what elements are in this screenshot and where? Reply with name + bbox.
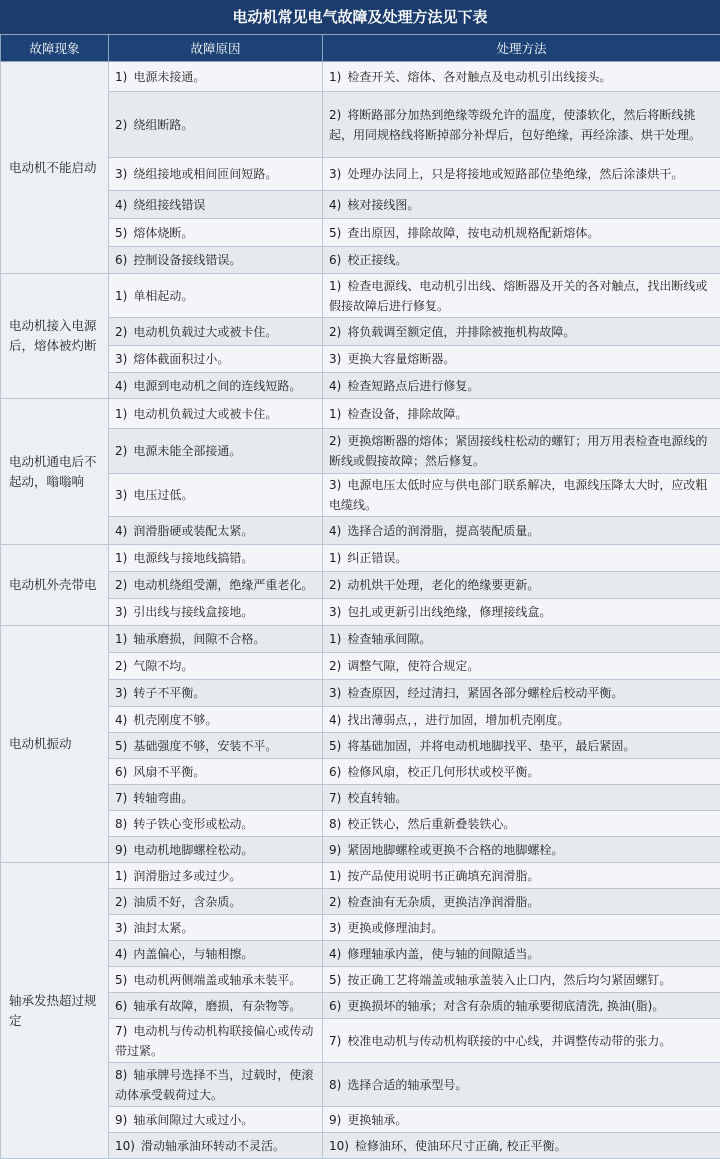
fault-cause xyxy=(109,158,323,191)
fault-cause xyxy=(109,191,323,219)
solution-number: 3) xyxy=(329,352,341,366)
cause-text: 引出线与接线盒接地。 xyxy=(133,605,253,619)
fault-solution xyxy=(323,889,720,915)
solution-number: 5) xyxy=(329,973,341,987)
table-row xyxy=(1,399,720,429)
fault-cause xyxy=(109,707,323,733)
table-row xyxy=(1,863,720,889)
solution-text: 检查轴承间隙。 xyxy=(347,632,431,646)
cause-text: 熔体烧断。 xyxy=(133,226,193,240)
cause-number: 10) xyxy=(115,1139,135,1153)
table-row xyxy=(1,373,720,399)
solution-text: 更换损坏的轴承；对含有杂质的轴承要彻底清洗, 换油(脂)。 xyxy=(347,999,664,1013)
fault-cause xyxy=(109,863,323,889)
cause-number: 4) xyxy=(115,947,127,961)
fault-cause xyxy=(109,626,323,653)
fault-solution xyxy=(323,967,720,993)
fault-solution xyxy=(323,572,720,599)
fault-cause xyxy=(109,429,323,474)
fault-table xyxy=(0,34,720,1159)
fault-symptom: 电动机外壳带电 xyxy=(1,545,109,626)
fault-solution xyxy=(323,1107,720,1133)
table-body xyxy=(1,62,720,1159)
fault-solution xyxy=(323,373,720,399)
cause-number: 2) xyxy=(115,895,127,909)
fault-solution xyxy=(323,247,720,274)
fault-solution xyxy=(323,915,720,941)
fault-cause xyxy=(109,62,323,92)
fault-cause xyxy=(109,219,323,247)
cause-number: 3) xyxy=(115,686,127,700)
table-row xyxy=(1,572,720,599)
table-row xyxy=(1,1133,720,1159)
fault-cause xyxy=(109,941,323,967)
table-row xyxy=(1,707,720,733)
table-row xyxy=(1,247,720,274)
table-row xyxy=(1,1107,720,1133)
solution-text: 按正确工艺将端盖或轴承盖装入止口内，然后均匀紧固螺钉。 xyxy=(347,973,671,987)
solution-number: 4) xyxy=(329,524,341,538)
fault-cause xyxy=(109,915,323,941)
cause-text: 气隙不均。 xyxy=(133,659,193,673)
fault-cause xyxy=(109,1019,323,1063)
solution-text: 检查短路点后进行修复。 xyxy=(347,379,479,393)
cause-text: 电源未接通。 xyxy=(133,70,205,84)
cause-text: 润滑脂过多或过少。 xyxy=(133,869,241,883)
solution-text: 校直转轴。 xyxy=(347,791,407,805)
fault-cause xyxy=(109,572,323,599)
cause-text: 电动机负载过大或被卡住。 xyxy=(133,407,277,421)
table-row xyxy=(1,517,720,545)
fault-symptom: 电动机不能启动 xyxy=(1,62,109,274)
cause-text: 润滑脂硬或装配太紧。 xyxy=(133,524,253,538)
solution-text: 检查电源线、电动机引出线、熔断器及开关的各对触点，找出断线或假接故障后进行修复。 xyxy=(329,279,707,313)
solution-number: 3) xyxy=(329,167,341,181)
table-row xyxy=(1,219,720,247)
solution-number: 4) xyxy=(329,713,341,727)
fault-cause xyxy=(109,545,323,572)
cause-number: 6) xyxy=(115,765,127,779)
cause-number: 2) xyxy=(115,325,127,339)
fault-cause xyxy=(109,1133,323,1159)
fault-cause xyxy=(109,967,323,993)
fault-cause xyxy=(109,785,323,811)
solution-text: 更换大容量熔断器。 xyxy=(347,352,455,366)
cause-text: 滑动轴承油环转动不灵活。 xyxy=(141,1139,285,1153)
cause-text: 电动机两侧端盖或轴承未装平。 xyxy=(133,973,301,987)
solution-text: 查出原因，排除故障，按电动机规格配新熔体。 xyxy=(347,226,599,240)
fault-solution xyxy=(323,1019,720,1063)
fault-cause xyxy=(109,599,323,626)
solution-number: 1) xyxy=(329,279,341,293)
fault-solution xyxy=(323,191,720,219)
cause-number: 1) xyxy=(115,869,127,883)
solution-number: 3) xyxy=(329,478,341,492)
cause-text: 绕组接线错误 xyxy=(133,198,205,212)
solution-number: 6) xyxy=(329,765,341,779)
cause-text: 油封太紧。 xyxy=(133,921,193,935)
cause-text: 轴承牌号选择不当，过载时，使滚动体承受载荷过大。 xyxy=(115,1068,313,1102)
fault-solution xyxy=(323,599,720,626)
cause-number: 1) xyxy=(115,289,127,303)
solution-number: 8) xyxy=(329,817,341,831)
cause-text: 转轴弯曲。 xyxy=(133,791,193,805)
cause-number: 4) xyxy=(115,713,127,727)
fault-cause xyxy=(109,1063,323,1107)
cause-text: 电压过低。 xyxy=(133,488,193,502)
cause-text: 电动机负载过大或被卡住。 xyxy=(133,325,277,339)
fault-solution xyxy=(323,837,720,863)
solution-number: 3) xyxy=(329,921,341,935)
cause-number: 7) xyxy=(115,1024,127,1038)
fault-solution xyxy=(323,707,720,733)
table-row xyxy=(1,653,720,680)
fault-symptom: 轴承发热超过规定 xyxy=(1,863,109,1159)
table-row xyxy=(1,967,720,993)
solution-text: 校正接线。 xyxy=(347,253,407,267)
solution-text: 将基础加固，并将电动机地脚找平、垫平，最后紧固。 xyxy=(347,739,635,753)
cause-number: 5) xyxy=(115,739,127,753)
cause-number: 7) xyxy=(115,791,127,805)
cause-number: 4) xyxy=(115,379,127,393)
table-row xyxy=(1,889,720,915)
fault-solution xyxy=(323,759,720,785)
solution-text: 选择合适的润滑脂，提高装配质量。 xyxy=(347,524,539,538)
cause-text: 单相起动。 xyxy=(133,289,193,303)
fault-solution xyxy=(323,863,720,889)
fault-solution xyxy=(323,653,720,680)
page-title: 电动机常见电气故障及处理方法见下表 xyxy=(0,0,720,34)
table-header-row xyxy=(1,35,720,62)
cause-number: 2) xyxy=(115,659,127,673)
cause-number: 5) xyxy=(115,226,127,240)
cause-number: 4) xyxy=(115,198,127,212)
solution-number: 5) xyxy=(329,226,341,240)
solution-text: 处理办法同上，只是将接地或短路部位垫绝缘，然后涂漆烘干。 xyxy=(347,167,683,181)
table-row xyxy=(1,941,720,967)
table-row xyxy=(1,837,720,863)
fault-symptom: 电动机通电后不起动，嗡嗡响 xyxy=(1,399,109,545)
solution-number: 2) xyxy=(329,108,341,122)
fault-cause xyxy=(109,373,323,399)
fault-symptom: 电动机接入电源后，熔体被灼断 xyxy=(1,274,109,399)
fault-solution xyxy=(323,92,720,158)
cause-number: 2) xyxy=(115,578,127,592)
solution-text: 校正铁心，然后重新叠装铁心。 xyxy=(347,817,515,831)
cause-number: 3) xyxy=(115,352,127,366)
table-row xyxy=(1,1019,720,1063)
cause-number: 3) xyxy=(115,921,127,935)
fault-solution xyxy=(323,158,720,191)
cause-text: 轴承磨损，间隙不合格。 xyxy=(133,632,265,646)
fault-solution xyxy=(323,785,720,811)
fault-cause xyxy=(109,733,323,759)
fault-solution xyxy=(323,399,720,429)
table-row xyxy=(1,429,720,474)
fault-solution xyxy=(323,517,720,545)
fault-cause xyxy=(109,1107,323,1133)
cause-text: 风扇不平衡。 xyxy=(133,765,205,779)
table-row xyxy=(1,318,720,346)
solution-text: 检修风扇，校正几何形状或校平衡。 xyxy=(347,765,539,779)
fault-cause xyxy=(109,346,323,373)
solution-number: 1) xyxy=(329,869,341,883)
fault-cause xyxy=(109,889,323,915)
fault-cause xyxy=(109,247,323,274)
solution-number: 6) xyxy=(329,999,341,1013)
cause-number: 9) xyxy=(115,1113,127,1127)
solution-number: 4) xyxy=(329,947,341,961)
cause-number: 1) xyxy=(115,407,127,421)
cause-number: 1) xyxy=(115,632,127,646)
solution-text: 更换或修理油封。 xyxy=(347,921,443,935)
table-row xyxy=(1,92,720,158)
solution-text: 修理轴承内盖，使与轴的间隙适当。 xyxy=(347,947,539,961)
table-row xyxy=(1,993,720,1019)
fault-solution xyxy=(323,993,720,1019)
fault-solution xyxy=(323,219,720,247)
table-row xyxy=(1,545,720,572)
fault-solution xyxy=(323,545,720,572)
solution-text: 检查油有无杂质，更换洁净润滑脂。 xyxy=(347,895,539,909)
fault-cause xyxy=(109,274,323,318)
cause-text: 电源线与接地线搞错。 xyxy=(133,551,253,565)
header-solution: 处理方法 xyxy=(323,35,720,62)
fault-cause xyxy=(109,811,323,837)
fault-solution xyxy=(323,1063,720,1107)
cause-text: 电动机绕组受潮，绝缘严重老化。 xyxy=(133,578,313,592)
solution-text: 核对接线图。 xyxy=(347,198,419,212)
solution-number: 7) xyxy=(329,791,341,805)
cause-text: 内盖偏心，与轴相擦。 xyxy=(133,947,253,961)
table-row xyxy=(1,733,720,759)
cause-text: 转子不平衡。 xyxy=(133,686,205,700)
cause-number: 1) xyxy=(115,70,127,84)
fault-symptom: 电动机振动 xyxy=(1,626,109,863)
table-row xyxy=(1,626,720,653)
solution-text: 检查原因，经过清扫，紧固各部分螺栓后校动平衡。 xyxy=(347,686,623,700)
fault-cause xyxy=(109,993,323,1019)
solution-number: 7) xyxy=(329,1034,341,1048)
solution-number: 9) xyxy=(329,1113,341,1127)
table-row xyxy=(1,474,720,517)
cause-number: 1) xyxy=(115,551,127,565)
solution-number: 9) xyxy=(329,843,341,857)
table-row xyxy=(1,274,720,318)
solution-text: 包扎或更新引出线绝缘，修理接线盒。 xyxy=(347,605,551,619)
fault-solution xyxy=(323,346,720,373)
header-symptom: 故障现象 xyxy=(1,35,109,62)
fault-cause xyxy=(109,680,323,707)
cause-number: 8) xyxy=(115,817,127,831)
solution-text: 校准电动机与传动机构联接的中心线，并调整传动带的张力。 xyxy=(347,1034,671,1048)
cause-number: 6) xyxy=(115,253,127,267)
solution-text: 选择合适的轴承型号。 xyxy=(347,1078,467,1092)
solution-text: 紧固地脚螺栓或更换不合格的地脚螺栓。 xyxy=(347,843,563,857)
cause-text: 绕组断路。 xyxy=(133,118,193,132)
solution-text: 检修油环，使油环尺寸正确, 校正平衡。 xyxy=(355,1139,567,1153)
fault-solution xyxy=(323,318,720,346)
fault-solution xyxy=(323,274,720,318)
solution-text: 按产品使用说明书正确填充润滑脂。 xyxy=(347,869,539,883)
cause-number: 4) xyxy=(115,524,127,538)
solution-text: 更换熔断器的熔体；紧固接线柱松动的螺钉；用万用表检查电源线的断线或假接故障；然后修复。 xyxy=(329,434,707,468)
fault-solution xyxy=(323,680,720,707)
solution-number: 2) xyxy=(329,578,341,592)
cause-number: 9) xyxy=(115,843,127,857)
solution-number: 6) xyxy=(329,253,341,267)
cause-number: 2) xyxy=(115,118,127,132)
fault-cause xyxy=(109,759,323,785)
fault-solution xyxy=(323,62,720,92)
table-row xyxy=(1,158,720,191)
solution-text: 找出薄弱点，，进行加固，增加机壳刚度。 xyxy=(347,713,569,727)
cause-text: 转子铁心变形或松动。 xyxy=(133,817,253,831)
cause-text: 油质不好，含杂质。 xyxy=(133,895,241,909)
solution-number: 2) xyxy=(329,895,341,909)
fault-solution xyxy=(323,1133,720,1159)
solution-text: 电源电压太低时应与供电部门联系解决，电源线压降太大时，应改粗电缆线。 xyxy=(329,478,707,512)
solution-number: 3) xyxy=(329,686,341,700)
table-row xyxy=(1,191,720,219)
cause-number: 5) xyxy=(115,973,127,987)
cause-text: 电动机地脚螺栓松动。 xyxy=(133,843,253,857)
cause-text: 电源到电动机之间的连线短路。 xyxy=(133,379,301,393)
table-row xyxy=(1,785,720,811)
table-row xyxy=(1,346,720,373)
solution-text: 检查设备，排除故障。 xyxy=(347,407,467,421)
cause-text: 电源未能全部接通。 xyxy=(133,444,241,458)
fault-solution xyxy=(323,733,720,759)
cause-number: 6) xyxy=(115,999,127,1013)
fault-solution xyxy=(323,626,720,653)
cause-text: 轴承有故障，磨损，有杂物等。 xyxy=(133,999,301,1013)
solution-number: 3) xyxy=(329,605,341,619)
fault-cause xyxy=(109,653,323,680)
table-row xyxy=(1,680,720,707)
solution-text: 纠正错误。 xyxy=(347,551,407,565)
solution-number: 8) xyxy=(329,1078,341,1092)
cause-text: 基础强度不够，安装不平。 xyxy=(133,739,277,753)
table-row xyxy=(1,811,720,837)
solution-number: 4) xyxy=(329,379,341,393)
solution-number: 5) xyxy=(329,739,341,753)
solution-text: 动机烘干处理，老化的绝缘要更新。 xyxy=(347,578,539,592)
cause-text: 机壳刚度不够。 xyxy=(133,713,217,727)
solution-text: 将负载调至额定值，并排除被拖机构故障。 xyxy=(347,325,575,339)
cause-number: 3) xyxy=(115,488,127,502)
table-row xyxy=(1,759,720,785)
fault-solution xyxy=(323,474,720,517)
solution-number: 1) xyxy=(329,407,341,421)
solution-number: 2) xyxy=(329,659,341,673)
cause-text: 电动机与传动机构联接偏心或传动带过紧。 xyxy=(115,1024,313,1058)
cause-text: 轴承间隙过大或过小。 xyxy=(133,1113,253,1127)
table-row xyxy=(1,915,720,941)
solution-text: 检查开关、熔体、各对触点及电动机引出线接头。 xyxy=(347,70,611,84)
cause-number: 8) xyxy=(115,1068,127,1082)
fault-cause xyxy=(109,318,323,346)
fault-cause xyxy=(109,399,323,429)
solution-number: 10) xyxy=(329,1139,349,1153)
table-row xyxy=(1,599,720,626)
fault-cause xyxy=(109,517,323,545)
table-row xyxy=(1,1063,720,1107)
solution-number: 2) xyxy=(329,325,341,339)
cause-number: 3) xyxy=(115,167,127,181)
solution-number: 4) xyxy=(329,198,341,212)
cause-text: 熔体截面积过小。 xyxy=(133,352,229,366)
cause-number: 3) xyxy=(115,605,127,619)
solution-text: 更换轴承。 xyxy=(347,1113,407,1127)
table-row xyxy=(1,62,720,92)
header-cause: 故障原因 xyxy=(109,35,323,62)
solution-number: 1) xyxy=(329,632,341,646)
fault-solution xyxy=(323,811,720,837)
fault-cause xyxy=(109,837,323,863)
solution-number: 1) xyxy=(329,551,341,565)
fault-cause xyxy=(109,474,323,517)
cause-number: 2) xyxy=(115,444,127,458)
solution-number: 1) xyxy=(329,70,341,84)
fault-solution xyxy=(323,941,720,967)
solution-number: 2) xyxy=(329,434,341,448)
cause-text: 绕组接地或相间匝间短路。 xyxy=(133,167,277,181)
fault-cause xyxy=(109,92,323,158)
fault-solution xyxy=(323,429,720,474)
solution-text: 将断路部分加热到绝缘等级允许的温度，使漆软化，然后将断线挑起，用同规格线将断掉部分补焊后，包好绝缘，再经涂漆、烘干处理。 xyxy=(329,108,701,142)
solution-text: 调整气隙，使符合规定。 xyxy=(347,659,479,673)
cause-text: 控制设备接线错误。 xyxy=(133,253,241,267)
